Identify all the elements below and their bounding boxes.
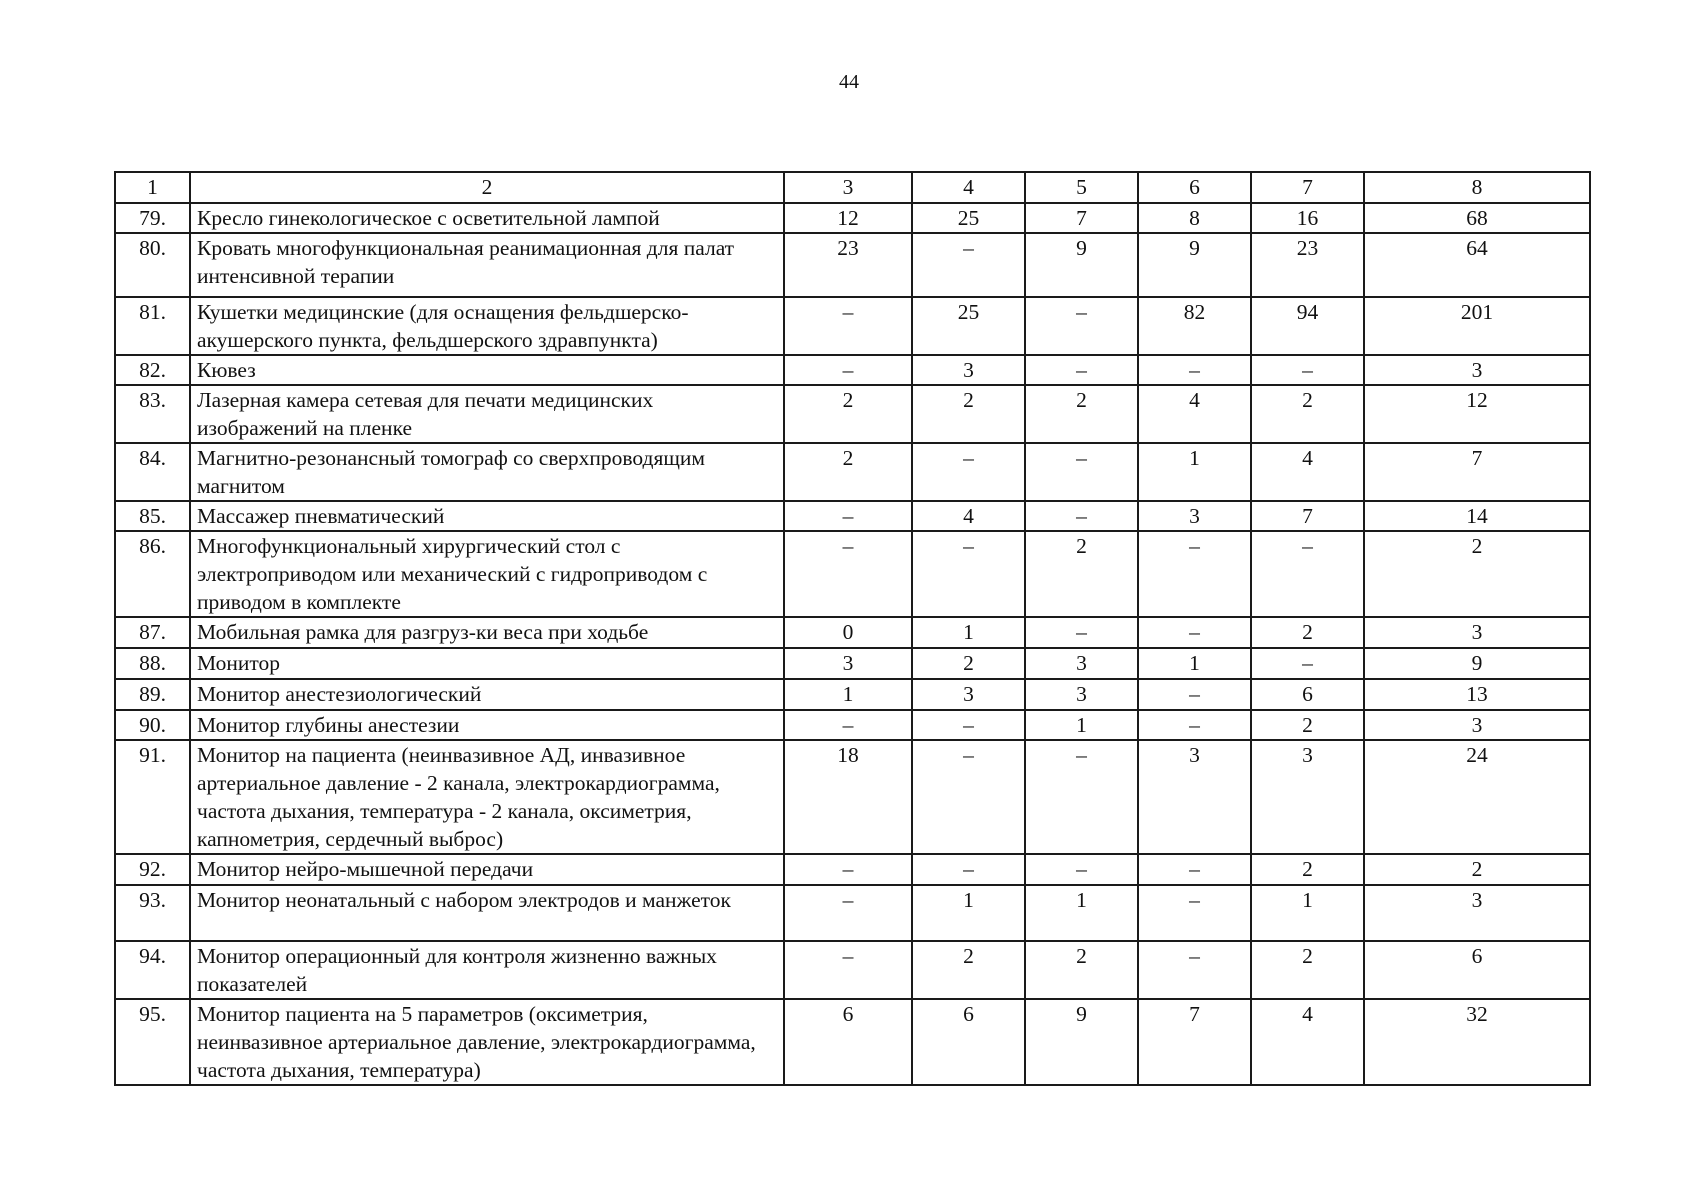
value-col-7: 1 (1251, 885, 1364, 941)
table-row (115, 297, 1590, 355)
table-row (115, 617, 1590, 648)
row-number: 82. (115, 355, 190, 385)
value-col-3: – (784, 531, 912, 617)
table-row (115, 501, 1590, 531)
row-number: 91. (115, 740, 190, 854)
value-col-6: 3 (1138, 501, 1251, 531)
value-col-6: – (1138, 679, 1251, 710)
value-col-7: 2 (1251, 941, 1364, 999)
value-col-6: 3 (1138, 740, 1251, 854)
row-number: 85. (115, 501, 190, 531)
value-col-7: 3 (1251, 740, 1364, 854)
equipment-name: Массажер пневматический (190, 501, 784, 531)
value-col-8: 12 (1364, 385, 1590, 443)
table-row (115, 203, 1590, 233)
value-col-3: 23 (784, 233, 912, 297)
row-number: 89. (115, 679, 190, 710)
value-col-3: – (784, 854, 912, 885)
value-col-5: – (1025, 443, 1138, 501)
header-cell-3: 3 (784, 172, 912, 203)
header-cell-1: 1 (115, 172, 190, 203)
value-col-7: 94 (1251, 297, 1364, 355)
row-number: 86. (115, 531, 190, 617)
value-col-7: – (1251, 648, 1364, 679)
value-col-8: 3 (1364, 710, 1590, 740)
value-col-8: 7 (1364, 443, 1590, 501)
value-col-5: 3 (1025, 648, 1138, 679)
row-number: 81. (115, 297, 190, 355)
equipment-name: Монитор на пациента (неинвазивное АД, инвазивное артериальное давление - 2 канала, электрокардиограмма, частота дыхания, температура - 2 канала, оксиметрия, капнометрия, сердечный выброс) (190, 740, 784, 854)
value-col-7: 2 (1251, 385, 1364, 443)
value-col-3: 2 (784, 385, 912, 443)
value-col-8: 3 (1364, 617, 1590, 648)
row-number: 83. (115, 385, 190, 443)
row-number: 88. (115, 648, 190, 679)
value-col-6: 82 (1138, 297, 1251, 355)
header-cell-7: 7 (1251, 172, 1364, 203)
row-number: 84. (115, 443, 190, 501)
value-col-5: 9 (1025, 999, 1138, 1085)
value-col-5: – (1025, 617, 1138, 648)
value-col-6: 1 (1138, 648, 1251, 679)
value-col-4: 6 (912, 999, 1025, 1085)
value-col-3: 2 (784, 443, 912, 501)
value-col-7: 7 (1251, 501, 1364, 531)
table-row (115, 999, 1590, 1085)
value-col-4: 2 (912, 941, 1025, 999)
equipment-name: Кювез (190, 355, 784, 385)
table-row (115, 233, 1590, 297)
equipment-name: Монитор нейро-мышечной передачи (190, 854, 784, 885)
value-col-5: – (1025, 740, 1138, 854)
value-col-4: 3 (912, 355, 1025, 385)
value-col-3: 18 (784, 740, 912, 854)
header-cell-6: 6 (1138, 172, 1251, 203)
value-col-3: 12 (784, 203, 912, 233)
value-col-4: – (912, 854, 1025, 885)
value-col-8: 9 (1364, 648, 1590, 679)
value-col-5: 2 (1025, 531, 1138, 617)
header-cell-8: 8 (1364, 172, 1590, 203)
value-col-3: – (784, 885, 912, 941)
value-col-5: 1 (1025, 710, 1138, 740)
value-col-7: 2 (1251, 617, 1364, 648)
value-col-6: 7 (1138, 999, 1251, 1085)
value-col-7: – (1251, 355, 1364, 385)
value-col-8: 201 (1364, 297, 1590, 355)
value-col-4: – (912, 443, 1025, 501)
table-header-row (115, 172, 1590, 203)
equipment-name: Монитор операционный для контроля жизненно важных показателей (190, 941, 784, 999)
table-row (115, 443, 1590, 501)
equipment-name: Монитор анестезиологический (190, 679, 784, 710)
table-row (115, 355, 1590, 385)
equipment-name: Кресло гинекологическое с осветительной лампой (190, 203, 784, 233)
table-row (115, 941, 1590, 999)
value-col-8: 2 (1364, 854, 1590, 885)
table-row (115, 679, 1590, 710)
value-col-3: 0 (784, 617, 912, 648)
value-col-8: 68 (1364, 203, 1590, 233)
row-number: 93. (115, 885, 190, 941)
value-col-6: – (1138, 885, 1251, 941)
row-number: 92. (115, 854, 190, 885)
page-number: 44 (839, 71, 859, 93)
header-cell-5: 5 (1025, 172, 1138, 203)
value-col-3: – (784, 941, 912, 999)
row-number: 90. (115, 710, 190, 740)
value-col-4: – (912, 710, 1025, 740)
value-col-3: 6 (784, 999, 912, 1085)
value-col-3: 3 (784, 648, 912, 679)
value-col-6: 8 (1138, 203, 1251, 233)
equipment-name: Многофункциональный хирургический стол с электроприводом или механический с гидроприводом с приводом в комплекте (190, 531, 784, 617)
value-col-5: – (1025, 355, 1138, 385)
value-col-3: – (784, 355, 912, 385)
value-col-5: 3 (1025, 679, 1138, 710)
value-col-4: 4 (912, 501, 1025, 531)
value-col-8: 6 (1364, 941, 1590, 999)
value-col-8: 3 (1364, 355, 1590, 385)
row-number: 87. (115, 617, 190, 648)
value-col-6: – (1138, 710, 1251, 740)
value-col-6: – (1138, 355, 1251, 385)
value-col-8: 32 (1364, 999, 1590, 1085)
value-col-8: 24 (1364, 740, 1590, 854)
value-col-3: – (784, 501, 912, 531)
value-col-5: 7 (1025, 203, 1138, 233)
table-row (115, 385, 1590, 443)
equipment-name: Монитор (190, 648, 784, 679)
table-row (115, 648, 1590, 679)
value-col-7: 16 (1251, 203, 1364, 233)
value-col-7: 6 (1251, 679, 1364, 710)
equipment-name: Лазерная камера сетевая для печати медицинских изображений на пленке (190, 385, 784, 443)
equipment-name: Монитор пациента на 5 параметров (оксиметрия, неинвазивное артериальное давление, электрокардиограмма, частота дыхания, температура) (190, 999, 784, 1085)
equipment-name: Магнитно-резонансный томограф со сверхпроводящим магнитом (190, 443, 784, 501)
row-number: 95. (115, 999, 190, 1085)
row-number: 80. (115, 233, 190, 297)
equipment-name: Монитор неонатальный с набором электродов и манжеток (190, 885, 784, 941)
header-cell-4: 4 (912, 172, 1025, 203)
value-col-6: 9 (1138, 233, 1251, 297)
table-row (115, 740, 1590, 854)
value-col-7: 23 (1251, 233, 1364, 297)
value-col-6: – (1138, 617, 1251, 648)
header-cell-2: 2 (190, 172, 784, 203)
value-col-4: 25 (912, 297, 1025, 355)
value-col-7: 4 (1251, 999, 1364, 1085)
row-number: 79. (115, 203, 190, 233)
value-col-5: 2 (1025, 385, 1138, 443)
value-col-6: 1 (1138, 443, 1251, 501)
table-row (115, 854, 1590, 885)
value-col-5: 1 (1025, 885, 1138, 941)
table-row (115, 885, 1590, 941)
value-col-5: 2 (1025, 941, 1138, 999)
equipment-name: Мобильная рамка для разгруз-ки веса при ходьбе (190, 617, 784, 648)
table-row (115, 710, 1590, 740)
value-col-6: – (1138, 531, 1251, 617)
value-col-8: 64 (1364, 233, 1590, 297)
value-col-7: 2 (1251, 854, 1364, 885)
value-col-8: 13 (1364, 679, 1590, 710)
value-col-8: 3 (1364, 885, 1590, 941)
value-col-3: – (784, 297, 912, 355)
value-col-7: 2 (1251, 710, 1364, 740)
value-col-6: – (1138, 854, 1251, 885)
equipment-name: Кровать многофункциональная реанимационная для палат интенсивной терапии (190, 233, 784, 297)
value-col-8: 14 (1364, 501, 1590, 531)
value-col-4: – (912, 740, 1025, 854)
value-col-8: 2 (1364, 531, 1590, 617)
value-col-4: 1 (912, 885, 1025, 941)
table-body (115, 172, 1590, 1085)
value-col-3: – (784, 710, 912, 740)
equipment-name: Монитор глубины анестезии (190, 710, 784, 740)
value-col-4: 25 (912, 203, 1025, 233)
value-col-7: – (1251, 531, 1364, 617)
value-col-4: 2 (912, 648, 1025, 679)
value-col-4: 2 (912, 385, 1025, 443)
value-col-4: 3 (912, 679, 1025, 710)
value-col-5: 9 (1025, 233, 1138, 297)
equipment-name: Кушетки медицинские (для оснащения фельдшерско-акушерского пункта, фельдшерского здравпункта) (190, 297, 784, 355)
value-col-5: – (1025, 854, 1138, 885)
value-col-4: – (912, 531, 1025, 617)
value-col-4: 1 (912, 617, 1025, 648)
value-col-6: 4 (1138, 385, 1251, 443)
value-col-6: – (1138, 941, 1251, 999)
value-col-3: 1 (784, 679, 912, 710)
value-col-4: – (912, 233, 1025, 297)
value-col-5: – (1025, 297, 1138, 355)
table-row (115, 531, 1590, 617)
row-number: 94. (115, 941, 190, 999)
value-col-5: – (1025, 501, 1138, 531)
equipment-table (114, 171, 1591, 1086)
value-col-7: 4 (1251, 443, 1364, 501)
